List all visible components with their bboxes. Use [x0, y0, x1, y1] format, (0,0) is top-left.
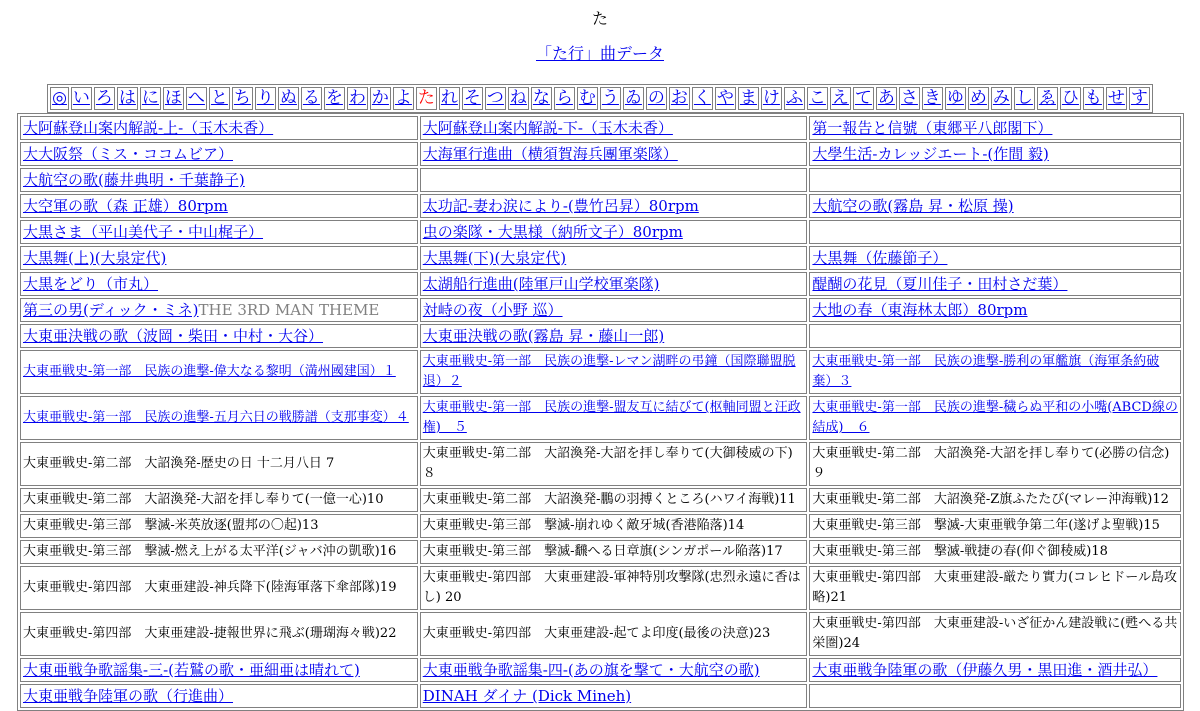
song-link[interactable]: 大黒舞(下)(大泉定代) [422, 249, 567, 267]
song-link[interactable]: 大東亜戦争陸軍の歌（行進曲） [23, 687, 234, 705]
song-link[interactable]: 大黒舞(上)(大泉定代) [23, 249, 167, 267]
song-cell [20, 514, 418, 538]
kana-nav-item[interactable] [508, 87, 529, 110]
kana-nav-item[interactable] [876, 87, 897, 110]
song-cell [809, 220, 1181, 244]
kana-link[interactable]: く [693, 88, 711, 108]
kana-nav-item[interactable] [531, 87, 552, 110]
page-title: た [591, 9, 608, 28]
kana-nav-item[interactable] [439, 87, 460, 110]
song-title: 大東亜戦史-第二部 大詔渙発-鵬の羽搏くところ(ハワイ海戦)11 [422, 492, 796, 507]
kana-link[interactable]: み [992, 88, 1010, 108]
table-row [20, 658, 1181, 682]
kana-link[interactable]: わ [348, 88, 366, 108]
song-subtitle: THE 3RD MAN THEME [198, 301, 380, 319]
kana-link[interactable]: て [854, 88, 872, 108]
kana-nav-item[interactable] [71, 87, 92, 110]
song-link[interactable]: 大學生活-カレッジエート-(作間 毅) [812, 145, 1049, 163]
song-title: 大東亜戦史-第二部 大詔渙発-Z旗ふたたび(マレー沖海戦)12 [812, 492, 1169, 507]
song-link[interactable]: 太功記-妻わ涙により-(豊竹呂昇）80rpm [422, 197, 699, 215]
song-link[interactable]: 大東亜戦史-第一部 民族の進撃-偉大なる黎明（満州國建国）１ [23, 364, 396, 379]
song-link[interactable]: 対峙の夜（小野 巡） [422, 301, 563, 319]
kana-nav-item[interactable] [600, 87, 621, 110]
kana-nav-item[interactable] [945, 87, 966, 110]
song-link[interactable]: 大航空の歌(霧島 昇・松原 操) [812, 197, 1014, 215]
song-cell [20, 298, 418, 322]
kana-link[interactable]: つ [486, 88, 504, 108]
kana-link[interactable]: ゑ [1038, 88, 1056, 108]
kana-link[interactable]: に [141, 88, 159, 108]
table-row [20, 488, 1181, 512]
kana-link[interactable]: れ [440, 88, 458, 108]
song-link[interactable]: 第一報告と信號（東郷平八郎閣下） [812, 119, 1053, 137]
song-link[interactable]: 大阿蘇登山案内解説-上-（玉木未香） [23, 119, 274, 137]
kana-link[interactable]: へ [187, 88, 205, 108]
song-table [17, 113, 1184, 711]
song-cell [420, 442, 808, 486]
table-row [20, 246, 1181, 270]
kana-nav-item[interactable] [715, 87, 736, 110]
kana-nav-item[interactable] [761, 87, 782, 110]
song-link[interactable]: 大東亜戦史-第一部 民族の進撃-穢らぬ平和の小嘴(ABCD線の結成) ６ [812, 400, 1178, 435]
kana-link[interactable]: か [371, 88, 389, 108]
kana-nav-item [416, 87, 437, 110]
song-title: 大東亜戦史-第三部 撃滅-大東亜戦争第二年(遂げよ聖戦)15 [812, 518, 1160, 533]
song-cell [20, 612, 418, 656]
kana-link[interactable]: ち [233, 88, 251, 108]
kana-nav-item[interactable] [140, 87, 161, 110]
song-title: 大東亜戦史-第三部 撃滅-崩れゆく敵牙城(香港陥落)14 [422, 518, 745, 533]
song-cell [809, 324, 1181, 348]
song-cell [420, 194, 808, 218]
song-link[interactable]: 第三の男(ディック・ミネ) [23, 301, 199, 319]
kana-nav-item[interactable] [1037, 87, 1058, 110]
table-row [20, 142, 1181, 166]
song-cell [809, 488, 1181, 512]
song-cell [809, 350, 1181, 394]
song-title: 大東亜戦史-第二部 大詔渙発-歴史の日 十二月八日 7 [23, 456, 335, 471]
song-link[interactable]: 大東亜決戦の歌（波岡・柴田・中村・大谷） [23, 327, 324, 345]
kana-link[interactable]: す [1130, 88, 1148, 108]
song-cell [420, 142, 808, 166]
table-row [20, 220, 1181, 244]
kana-link[interactable]: ぬ [279, 88, 297, 108]
kana-nav-item[interactable] [255, 87, 276, 110]
kana-nav-item[interactable] [922, 87, 943, 110]
song-link[interactable]: 大東亜戦争歌謡集-四-(あの旗を撃て・大航空の歌) [422, 661, 760, 679]
song-cell [420, 488, 808, 512]
kana-nav-item[interactable] [462, 87, 483, 110]
song-title: 大東亜戦史-第三部 撃滅-飜へる日章旗(シンガポール陥落)17 [422, 544, 783, 559]
kana-nav-item[interactable] [232, 87, 253, 110]
kana-nav-item[interactable] [692, 87, 713, 110]
song-link[interactable]: 大地の春（東海林太郎）80rpm [812, 301, 1028, 319]
kana-link[interactable]: や [716, 88, 734, 108]
song-link[interactable]: 大東亜戦史-第一部 民族の進撃-盟友互に結びて(枢軸同盟と汪政権) ５ [422, 400, 801, 435]
song-cell [809, 514, 1181, 538]
song-link[interactable]: 大東亜戦争歌謡集-三-(若鷲の歌・亜細亜は晴れて) [23, 661, 360, 679]
kana-nav-item[interactable] [646, 87, 667, 110]
kana-link[interactable]: ひ [1061, 88, 1079, 108]
kana-link[interactable]: き [923, 88, 941, 108]
song-cell [420, 514, 808, 538]
kana-link[interactable]: な [532, 88, 550, 108]
song-cell [809, 612, 1181, 656]
song-cell [420, 272, 808, 296]
song-cell [420, 658, 808, 682]
song-link[interactable]: 大黒をどり（市丸） [23, 275, 159, 293]
song-link[interactable]: 大東亜戦争陸軍の歌（伊藤久男・黒田進・酒井弘） [812, 661, 1158, 679]
kana-nav-item[interactable] [1106, 87, 1127, 110]
song-link[interactable]: DINAH ダイナ (Dick Mineh) [422, 687, 632, 705]
subtitle-link[interactable]: 「た行」曲データ [535, 44, 664, 63]
table-row [20, 350, 1181, 394]
song-link[interactable]: 大黒さま（平山美代子・中山梶子） [23, 223, 264, 241]
song-title: 大東亜戦史-第二部 大詔渙発-大詔を拝し奉りて(一億一心)10 [23, 492, 384, 507]
kana-nav-item[interactable] [370, 87, 391, 110]
song-link[interactable]: 大東亜決戦の歌(霧島 昇・藤山一郎) [422, 327, 665, 345]
table-row [20, 612, 1181, 656]
song-cell [420, 540, 808, 564]
kana-nav-item[interactable] [1014, 87, 1035, 110]
song-cell [809, 246, 1181, 270]
table-row [20, 442, 1181, 486]
song-link[interactable]: 大東亜戦史-第一部 民族の進撃-五月六日の戦勝譜（支那事変）４ [23, 410, 409, 425]
kana-nav-item[interactable] [784, 87, 805, 110]
kana-nav-item[interactable] [186, 87, 207, 110]
kana-link[interactable]: ◎ [52, 88, 67, 108]
kana-link[interactable]: と [210, 88, 228, 108]
song-title: 大東亜戦史-第三部 撃滅-燃え上がる太平洋(ジャバ沖の凱歌)16 [23, 544, 397, 559]
song-cell [420, 566, 808, 610]
kana-nav-item[interactable] [899, 87, 920, 110]
song-cell [20, 194, 418, 218]
kana-link[interactable]: う [601, 88, 619, 108]
song-cell [420, 298, 808, 322]
song-link[interactable]: 大大阪祭（ミス・ココムビア） [23, 145, 234, 163]
song-cell [420, 246, 808, 270]
kana-nav-item[interactable] [577, 87, 598, 110]
song-cell [20, 324, 418, 348]
song-link[interactable]: 大東亜戦史-第一部 民族の進撃-レマン湖畔の弔鐘（国際聯盟脱退）２ [422, 354, 796, 389]
kana-link[interactable]: せ [1107, 88, 1125, 108]
table-row [20, 684, 1181, 708]
kana-link[interactable]: は [118, 88, 136, 108]
song-cell [420, 168, 808, 192]
kana-nav-item[interactable] [485, 87, 506, 110]
song-title: 大東亜戦史-第四部 大東亜建設-起てよ印度(最後の決意)23 [422, 626, 771, 641]
kana-nav-item[interactable] [50, 87, 69, 110]
song-title: 大東亜戦史-第四部 大東亜建設-いざ征かん建設戦に(甦へる共栄圏)24 [812, 616, 1178, 651]
kana-link[interactable]: ゐ [624, 88, 642, 108]
kana-nav-item[interactable] [347, 87, 368, 110]
song-cell [420, 220, 808, 244]
song-cell [20, 566, 418, 610]
song-cell [20, 488, 418, 512]
song-title: 大東亜戦史-第四部 大東亜建設-厳たり實力(コレヒドール島攻略)21 [812, 570, 1178, 605]
kana-nav-item[interactable] [554, 87, 575, 110]
kana-nav-item[interactable] [117, 87, 138, 110]
kana-link[interactable]: こ [808, 88, 826, 108]
song-cell [809, 540, 1181, 564]
song-cell [420, 612, 808, 656]
kana-link[interactable]: む [578, 88, 596, 108]
kana-link[interactable]: ゆ [946, 88, 964, 108]
song-cell [20, 272, 418, 296]
kana-link[interactable]: ま [739, 88, 757, 108]
kana-link[interactable]: も [1084, 88, 1102, 108]
kana-nav-item[interactable] [94, 87, 115, 110]
song-link[interactable]: 大黒舞（佐藤節子） [812, 249, 948, 267]
kana-nav-item[interactable] [669, 87, 690, 110]
song-cell [420, 396, 808, 440]
song-cell [809, 272, 1181, 296]
song-cell [809, 658, 1181, 682]
kana-link[interactable]: の [647, 88, 665, 108]
song-title: 大東亜戦史-第四部 大東亜建設-軍神特別攻撃隊(忠烈永遠に香はし) 20 [422, 570, 801, 605]
song-link[interactable]: 太湖船行進曲(陸軍戸山学校軍楽隊) [422, 275, 660, 293]
song-cell [420, 350, 808, 394]
kana-nav-item[interactable] [991, 87, 1012, 110]
song-cell [20, 396, 418, 440]
song-link[interactable]: 大空軍の歌（森 正雄）80rpm [23, 197, 228, 215]
song-cell [20, 684, 418, 708]
song-cell [809, 442, 1181, 486]
table-row [20, 396, 1181, 440]
song-title: 大東亜戦史-第三部 撃滅-米英放逐(盟邦の〇起)13 [23, 518, 319, 533]
song-cell [809, 168, 1181, 192]
table-row [20, 194, 1181, 218]
song-title: 大東亜戦史-第三部 撃滅-戦捷の春(仰ぐ御稜威)18 [812, 544, 1108, 559]
kana-nav-item[interactable] [1129, 87, 1150, 110]
song-cell [20, 116, 418, 140]
kana-link[interactable]: そ [463, 88, 481, 108]
kana-nav-item[interactable] [853, 87, 874, 110]
song-cell [809, 142, 1181, 166]
kana-link[interactable]: よ [394, 88, 412, 108]
song-cell [809, 298, 1181, 322]
kana-nav-item[interactable] [807, 87, 828, 110]
song-cell [809, 396, 1181, 440]
kana-link[interactable]: り [256, 88, 274, 108]
song-cell [20, 168, 418, 192]
kana-nav-item[interactable] [1060, 87, 1081, 110]
song-title: 大東亜戦史-第四部 大東亜建設-捷報世界に飛ぶ(珊瑚海々戦)22 [23, 626, 397, 641]
kana-link[interactable]: あ [877, 88, 895, 108]
song-cell [420, 116, 808, 140]
kana-link[interactable]: ね [509, 88, 527, 108]
song-link[interactable]: 大阿蘇登山案内解説-下-（玉木未香） [422, 119, 673, 137]
kana-link[interactable]: さ [900, 88, 918, 108]
song-cell [20, 658, 418, 682]
kana-link[interactable]: ろ [95, 88, 113, 108]
kana-navigation [47, 84, 1153, 113]
kana-current-label: た [417, 88, 435, 108]
song-cell [809, 194, 1181, 218]
song-cell [420, 684, 808, 708]
kana-nav-item[interactable] [301, 87, 322, 110]
song-link[interactable]: 虫の楽隊・大黒様（納所文子）80rpm [422, 223, 683, 241]
kana-nav-item[interactable] [393, 87, 414, 110]
song-cell [20, 142, 418, 166]
table-row [20, 324, 1181, 348]
kana-link[interactable]: い [72, 88, 90, 108]
kana-link[interactable]: ほ [164, 88, 182, 108]
song-link[interactable]: 大東亜戦史-第一部 民族の進撃-勝利の軍艦旗（海軍条約破棄）３ [812, 354, 1160, 389]
table-row [20, 272, 1181, 296]
song-title: 大東亜戦史-第二部 大詔渙発-大詔を拝し奉りて(必勝の信念) ９ [812, 446, 1170, 481]
kana-nav-item[interactable] [830, 87, 851, 110]
song-link[interactable]: 大海軍行進曲（横須賀海兵團軍楽隊） [422, 145, 678, 163]
kana-link[interactable]: を [325, 88, 343, 108]
song-cell [20, 350, 418, 394]
song-cell [809, 116, 1181, 140]
song-link[interactable]: 醍醐の花見（夏川佳子・田村さだ葉） [812, 275, 1068, 293]
kana-link[interactable]: め [969, 88, 987, 108]
kana-nav-item[interactable] [163, 87, 184, 110]
table-row [20, 540, 1181, 564]
subtitle [0, 43, 1200, 65]
song-link[interactable]: 大航空の歌(藤井典明・千葉静子) [23, 171, 245, 189]
kana-link[interactable]: る [302, 88, 320, 108]
song-cell [20, 442, 418, 486]
kana-nav-item[interactable] [209, 87, 230, 110]
kana-nav-item[interactable] [324, 87, 345, 110]
table-row [20, 566, 1181, 610]
kana-nav-item[interactable] [623, 87, 644, 110]
kana-nav-item[interactable] [278, 87, 299, 110]
kana-nav-item[interactable] [968, 87, 989, 110]
table-row [20, 514, 1181, 538]
kana-link[interactable]: し [1015, 88, 1033, 108]
table-row [20, 298, 1181, 322]
song-cell [20, 220, 418, 244]
kana-link[interactable]: け [762, 88, 780, 108]
table-row [20, 168, 1181, 192]
song-cell [809, 566, 1181, 610]
kana-nav-item[interactable] [1083, 87, 1104, 110]
song-cell [20, 540, 418, 564]
kana-nav-item[interactable] [738, 87, 759, 110]
kana-link[interactable]: え [831, 88, 849, 108]
kana-link[interactable]: お [670, 88, 688, 108]
kana-link[interactable]: ら [555, 88, 573, 108]
song-cell [20, 246, 418, 270]
song-title: 大東亜戦史-第四部 大東亜建設-神兵降下(陸海軍落下傘部隊)19 [23, 580, 397, 595]
song-title: 大東亜戦史-第二部 大詔渙発-大詔を拝し奉りて(大御稜威の下) ８ [422, 446, 793, 481]
table-row [20, 116, 1181, 140]
song-cell [809, 684, 1181, 708]
kana-link[interactable]: ふ [785, 88, 803, 108]
song-cell [420, 324, 808, 348]
